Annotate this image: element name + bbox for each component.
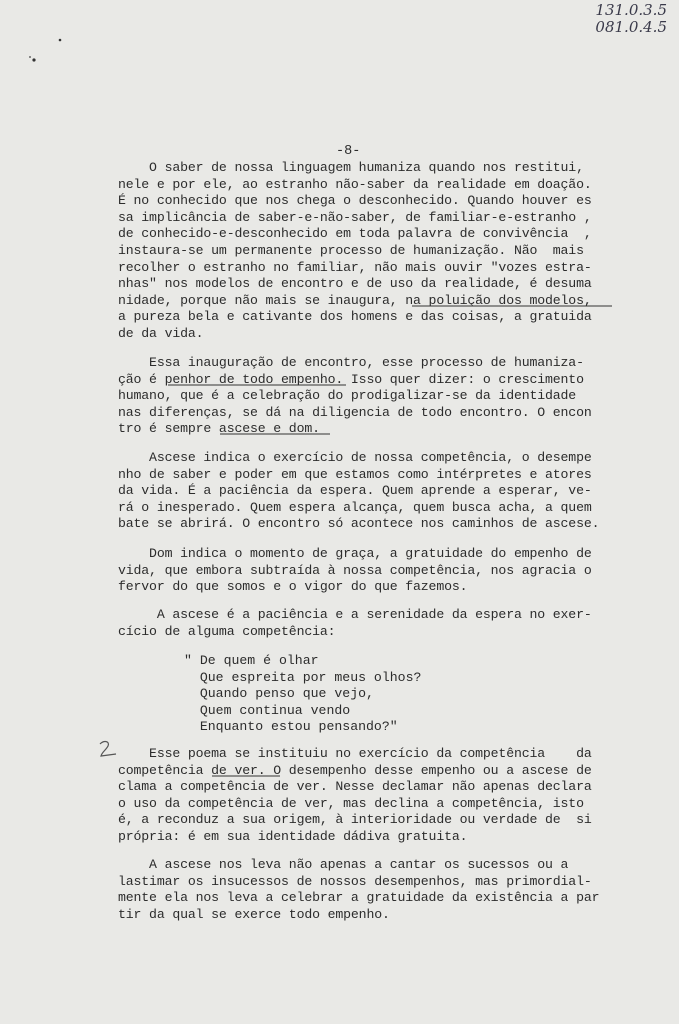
archive-code: [595, 2, 667, 36]
archive-code-line: 131.0.3.5: [595, 1, 667, 19]
paragraph: A ascese nos leva não apenas a cantar os sucessos ou a lastimar os insucessos de nossos desempenhos, mas primordial- mente ela nos leva a celebrar a gratuidade da existência a par tir da qual se exerce todo empenho.: [118, 857, 600, 922]
archive-code-line: 081.0.4.5: [595, 18, 667, 36]
paper-specks: [26, 30, 66, 70]
paragraph: A ascese é a paciência e a serenidade da espera no exer- cício de alguma competência:: [118, 607, 592, 639]
paragraph: O saber de nossa linguagem humaniza quando nos restitui, nele e por ele, ao estranho não-saber da realidade em doação. É no conhecido que nos chega o desconhecido. Quando houver es sa implicância de saber-e-não-saber, de familiar-e-estranho , de conhecido-e-desconhecido em toda palavra de convivência , instaura-se um permanente processo de humanização. Não mais recolher o estranho no familiar, não mais ouvir "vozes estra- nhas" nos modelos de encontro e de uso da realidade, é desuma nidade, porque não mais se inaugura, na poluição dos modelos, a pureza bela e cativante dos homens e das coisas, a gratuida de da vida.: [118, 160, 592, 341]
paragraph: Esse poema se instituiu no exercício da competência da competência de ver. O desempenho desse empenho ou a ascese de clama a competência de ver. Nesse declamar não apenas declara o uso da competência de ver, mas declina a competência, isto é, a reconduz a sua origem, à interioridade ou verdade de si própria: é em sua identidade dádiva gratuita.: [118, 746, 592, 844]
paragraph: Dom indica o momento de graça, a gratuidade do empenho de vida, que embora subtraída à nossa competência, nos agracia o fervor do que somos e o vigor do que fazemos.: [118, 546, 592, 595]
paragraph: Ascese indica o exercício de nossa competência, o desempe nho de saber e poder em que estamos como intérpretes e atores da vida. É a paciência da espera. Quem aprende a esperar, ve- rá o inesperado. Quem espera alcança, quem busca acha, a quem bate se abrirá. O encontro só acontece nos caminhos de ascese.: [118, 450, 600, 532]
poem-quote: " De quem é olhar Que espreita por meus olhos? Quando penso que vejo, Quem continua vendo Enquanto estou pensando?": [184, 653, 422, 735]
paragraph: Essa inauguração de encontro, esse processo de humaniza- ção é penhor de todo empenho. Isso quer dizer: o crescimento humano, que é a celebração do prodigalizar-se da identidade nas diferenças, se dá na diligencia de todo encontro. O encon tro é sempre ascese e dom.: [118, 355, 592, 437]
page-number: -8-: [336, 144, 361, 159]
